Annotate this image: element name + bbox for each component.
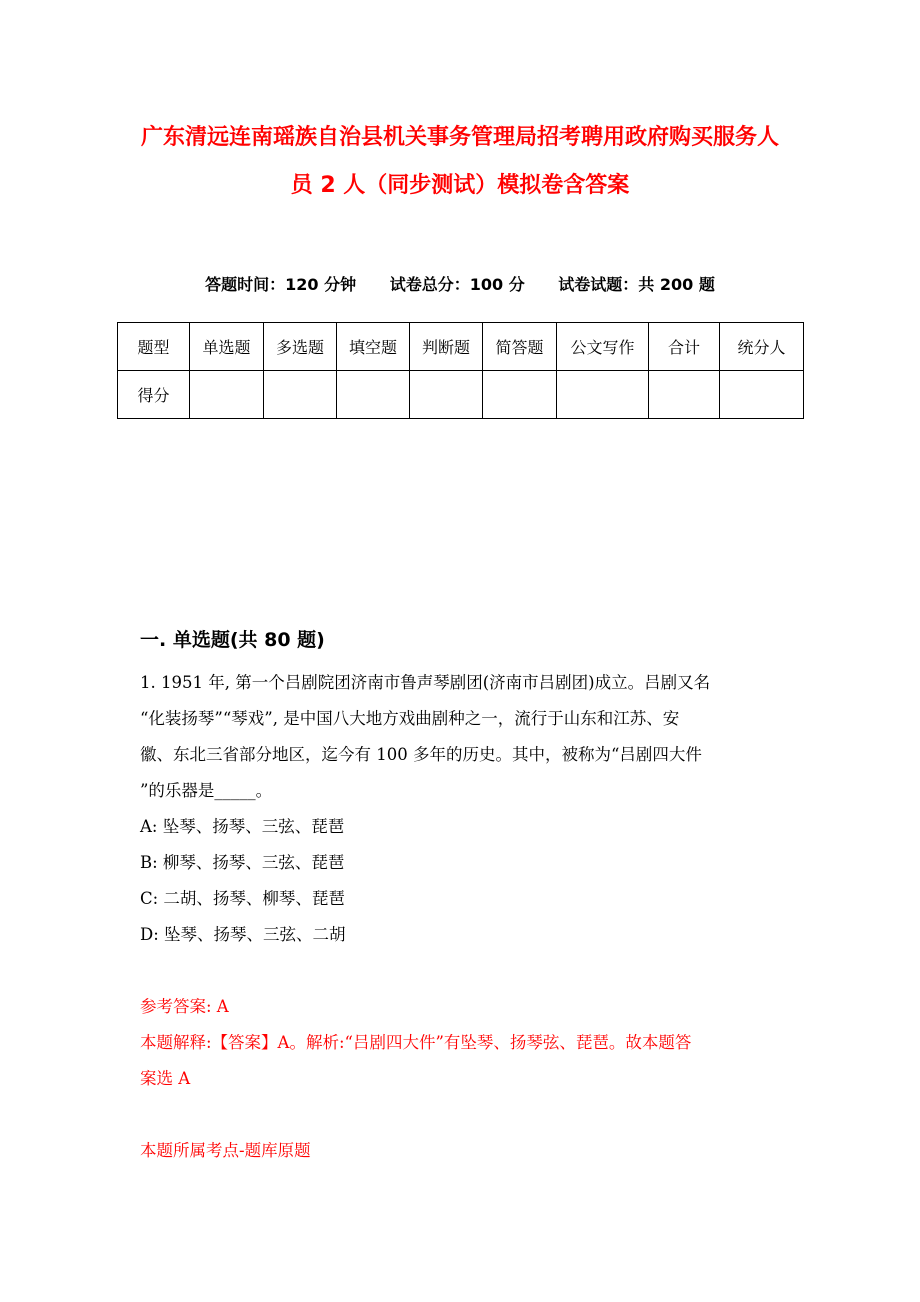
option-a: A: 坠琴、扬琴、三弦、琵琶 bbox=[140, 817, 345, 836]
table-header: 公文写作 bbox=[557, 323, 649, 371]
exam-total: 试卷总分：100 分 bbox=[389, 275, 525, 294]
option-d: D: 坠琴、扬琴、三弦、二胡 bbox=[140, 925, 346, 944]
score-table bbox=[117, 322, 804, 419]
exam-count: 试卷试题：共 200 题 bbox=[558, 275, 715, 294]
score-cell bbox=[483, 371, 557, 419]
doc-title-line1: 广东清远连南瑶族自治县机关事务管理局招考聘用政府购买服务人 bbox=[140, 125, 779, 150]
option-c: C: 二胡、扬琴、柳琴、琵琶 bbox=[140, 889, 345, 908]
explanation: 本题解释:【答案】A。解析:“吕剧四大件”有坠琴、扬琴弦、琵琶。故本题答 bbox=[140, 1033, 692, 1052]
score-cell bbox=[720, 371, 804, 419]
question-text: “化装扬琴”“琴戏”, 是中国八大地方戏曲剧种之一，流行于山东和江苏、安 bbox=[140, 709, 680, 728]
question-text: 徽、东北三省部分地区，迄今有 100 多年的历史。其中，被称为“吕剧四大件 bbox=[140, 745, 702, 764]
table-header: 填空题 bbox=[337, 323, 410, 371]
exam-time: 答题时间：120 分钟 bbox=[205, 275, 357, 294]
table-header: 单选题 bbox=[190, 323, 264, 371]
score-cell bbox=[264, 371, 337, 419]
table-header: 合计 bbox=[649, 323, 720, 371]
question-source: 本题所属考点-题库原题 bbox=[140, 1141, 311, 1160]
score-cell bbox=[190, 371, 264, 419]
table-header: 简答题 bbox=[483, 323, 557, 371]
table-header: 判断题 bbox=[410, 323, 483, 371]
section-heading: 一. 单选题(共 80 题) bbox=[140, 629, 325, 651]
score-cell bbox=[557, 371, 649, 419]
score-cell bbox=[337, 371, 410, 419]
table-header: 题型 bbox=[118, 323, 190, 371]
question-text: 1. 1951 年, 第一个吕剧院团济南市鲁声琴剧团(济南市吕剧团)成立。吕剧又名 bbox=[140, 673, 711, 692]
doc-title-line2: 员 2 人（同步测试）模拟卷含答案 bbox=[290, 173, 630, 198]
option-b: B: 柳琴、扬琴、三弦、琵琶 bbox=[140, 853, 345, 872]
table-header: 多选题 bbox=[264, 323, 337, 371]
explanation: 案选 A bbox=[140, 1069, 191, 1088]
row-label: 得分 bbox=[118, 371, 190, 419]
exam-info bbox=[0, 272, 920, 295]
answer: 参考答案: A bbox=[140, 997, 229, 1016]
table-header: 统分人 bbox=[720, 323, 804, 371]
question-text: ”的乐器是_____。 bbox=[140, 781, 273, 800]
score-cell bbox=[649, 371, 720, 419]
score-cell bbox=[410, 371, 483, 419]
